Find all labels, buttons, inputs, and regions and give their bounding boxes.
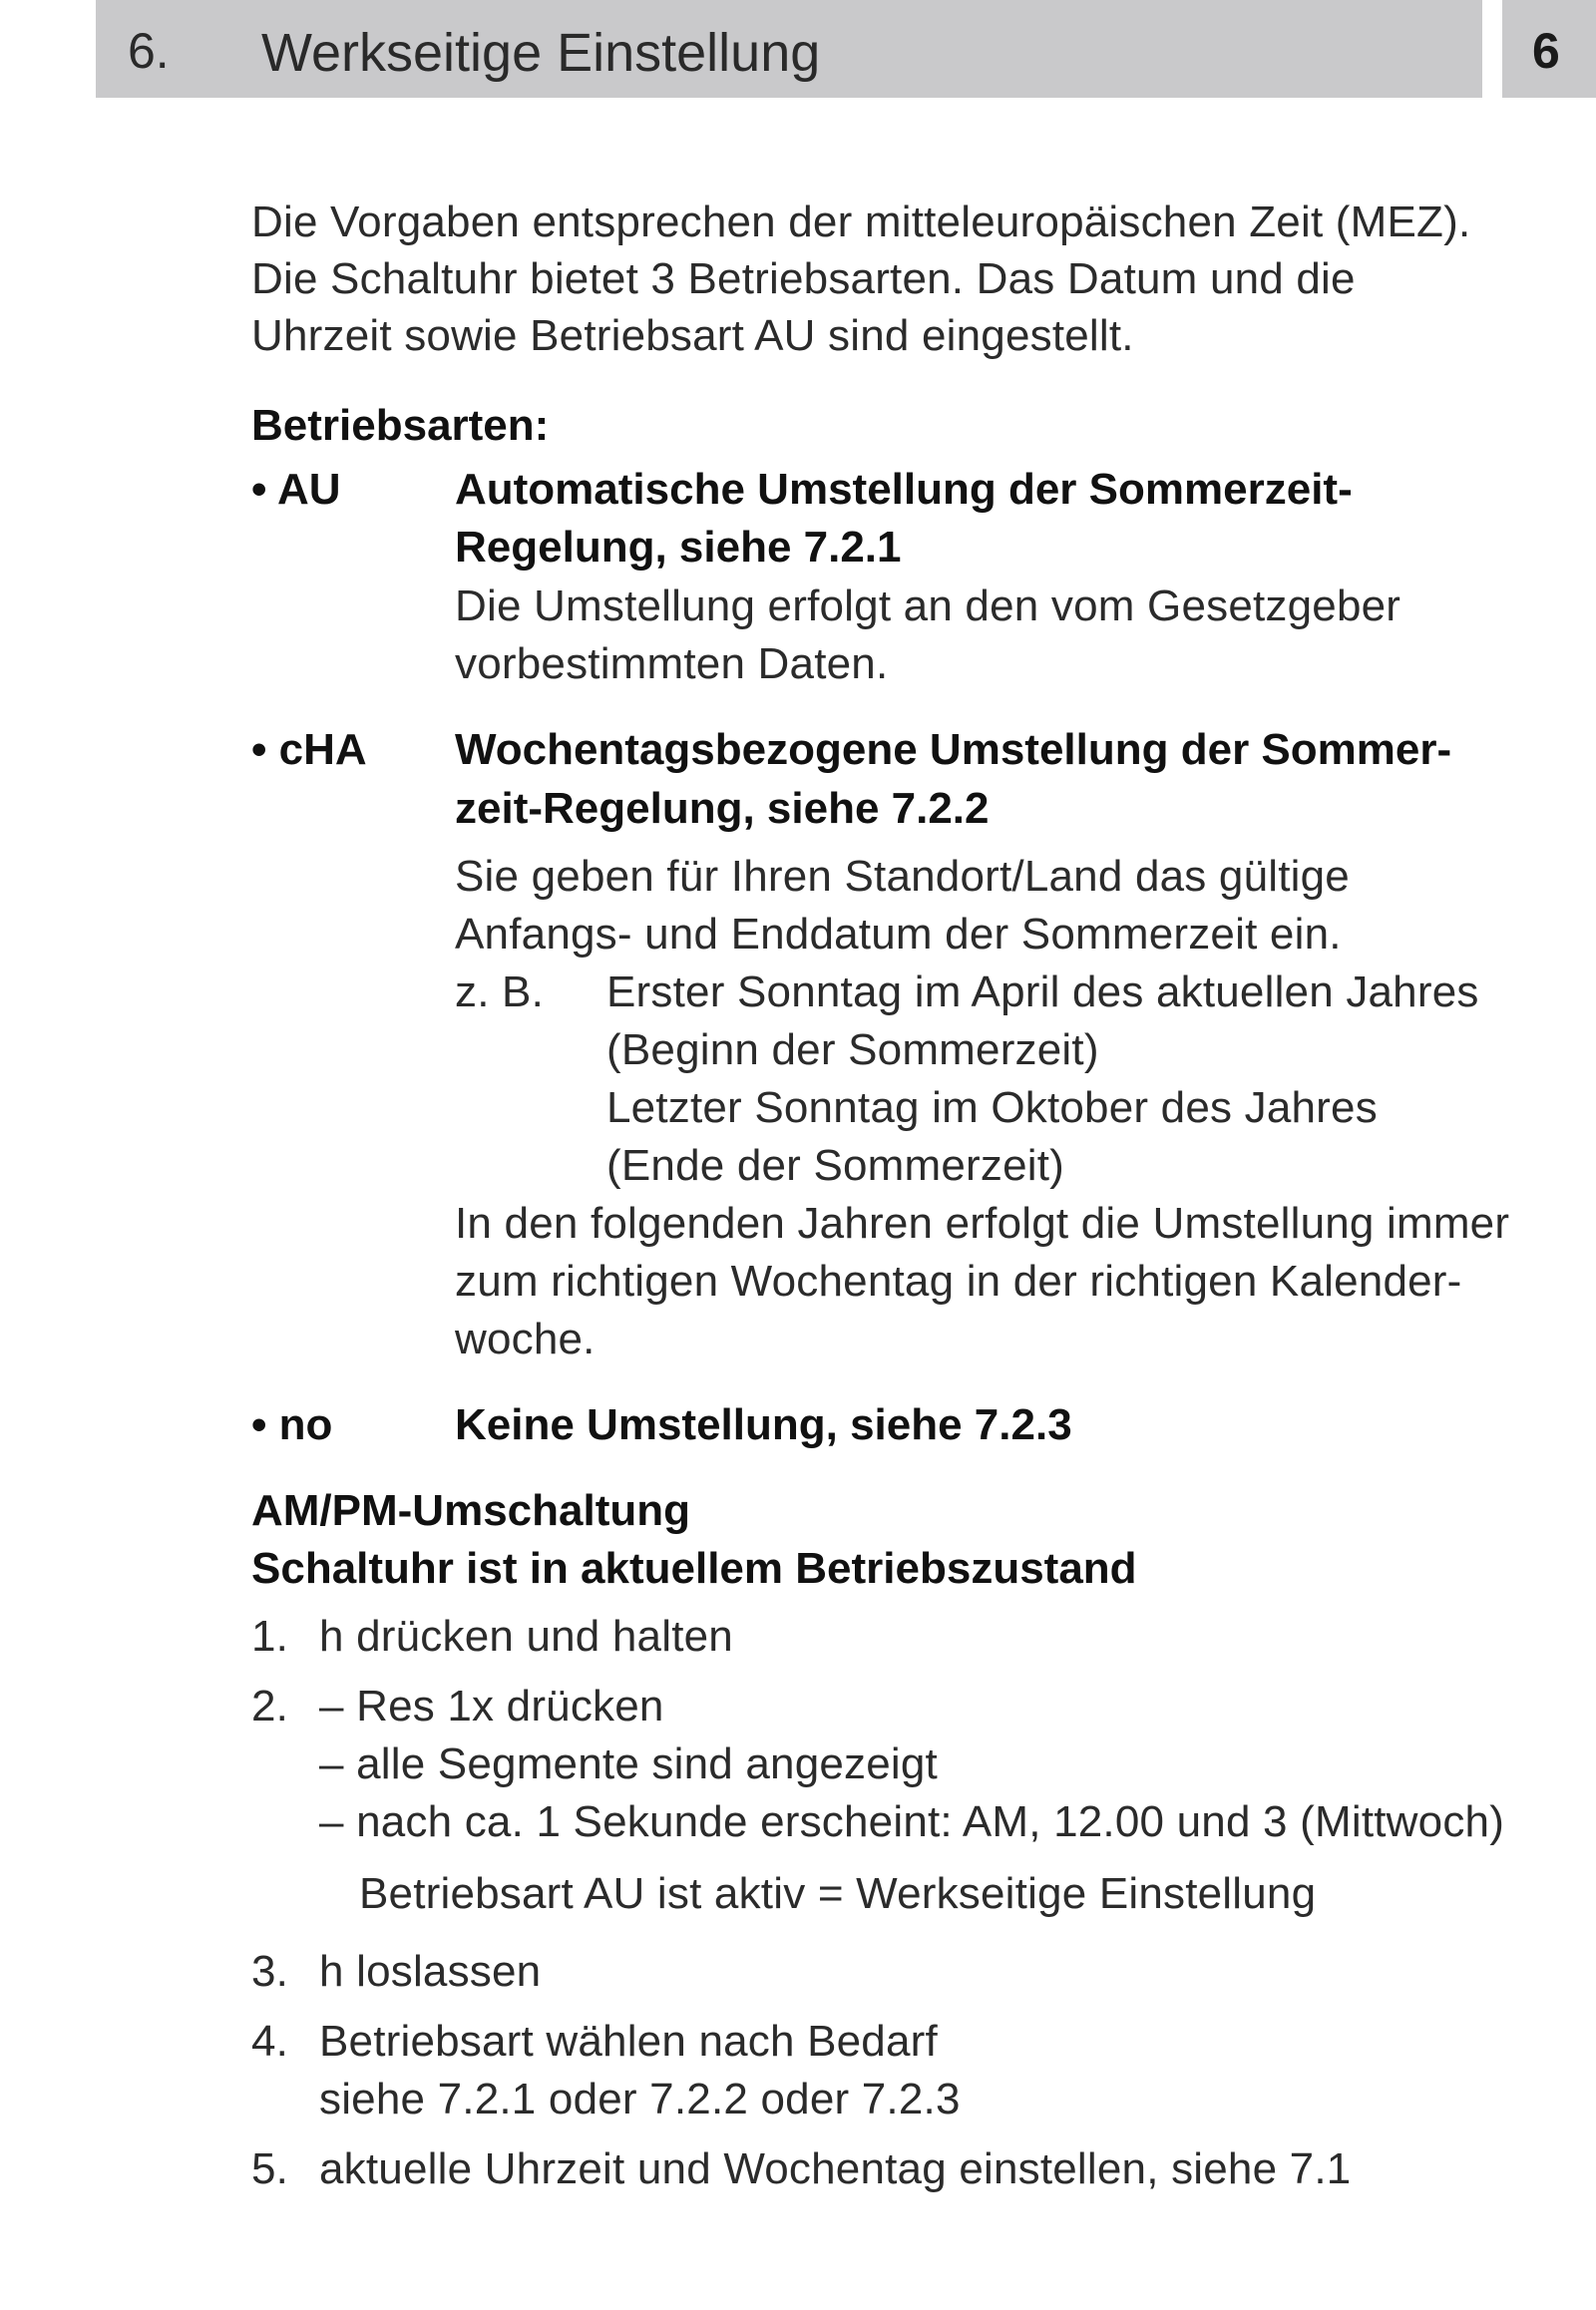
mode-title-au: Automatische Umstellung der Sommerzeit- (455, 465, 1353, 514)
mode-desc-cha: Sie geben für Ihren Standort/Land das gültige (455, 852, 1350, 901)
step-text: aktuelle Uhrzeit und Wochentag einstellen, siehe 7.1 (319, 2144, 1352, 2193)
example-label: z. B. (455, 967, 545, 1016)
page-tab (1502, 0, 1596, 98)
step-text: – Res 1x drücken (319, 1682, 664, 1731)
step-number: 5. (251, 2144, 289, 2193)
step-result: Betriebsart AU ist aktiv = Werkseitige Einstellung (359, 1869, 1317, 1918)
page-tab-number: 6 (1532, 23, 1560, 79)
chapter-number: 6. (128, 23, 170, 79)
mode-title-au: Regelung, siehe 7.2.1 (455, 523, 902, 572)
step-number: 3. (251, 1947, 289, 1996)
example-line: (Ende der Sommerzeit) (606, 1141, 1065, 1190)
intro-line: Uhrzeit sowie Betriebsart AU sind eingestellt. (251, 311, 1134, 360)
example-line: Letzter Sonntag im Oktober des Jahres (606, 1083, 1378, 1132)
step-text: Betriebsart wählen nach Bedarf (319, 2017, 938, 2066)
mode-code-no: • no (251, 1400, 333, 1449)
step-number: 1. (251, 1612, 289, 1661)
mode-desc-cha: Anfangs- und Enddatum der Sommerzeit ein. (455, 910, 1342, 959)
step-text: h loslassen (319, 1947, 542, 1996)
intro-line: Die Vorgaben entsprechen der mitteleuropäischen Zeit (MEZ). (251, 197, 1471, 246)
mode-note-cha: woche. (455, 1315, 596, 1363)
ampm-heading: AM/PM-Umschaltung (251, 1486, 690, 1535)
mode-code-au: • AU (251, 465, 341, 514)
example-line: Erster Sonntag im April des aktuellen Jahres (606, 967, 1479, 1016)
example-line: (Beginn der Sommerzeit) (606, 1025, 1099, 1074)
chapter-title: Werkseitige Einstellung (261, 23, 821, 83)
mode-note-cha: In den folgenden Jahren erfolgt die Umstellung immer (455, 1199, 1510, 1248)
step-text: siehe 7.2.1 oder 7.2.2 oder 7.2.3 (319, 2075, 961, 2123)
mode-title-cha: zeit-Regelung, siehe 7.2.2 (455, 784, 990, 833)
ampm-subheading: Schaltuhr ist in aktuellem Betriebszustand (251, 1544, 1137, 1593)
mode-title-cha: Wochentagsbezogene Umstellung der Sommer- (455, 725, 1452, 774)
mode-desc-au: Die Umstellung erfolgt an den vom Gesetzgeber (455, 581, 1401, 630)
mode-desc-au: vorbestimmten Daten. (455, 639, 889, 688)
step-number: 2. (251, 1682, 289, 1731)
mode-note-cha: zum richtigen Wochentag in der richtigen Kalender- (455, 1257, 1462, 1306)
step-text: – nach ca. 1 Sekunde erscheint: AM, 12.00 und 3 (Mittwoch) (319, 1797, 1505, 1846)
mode-code-cha: • cHA (251, 725, 367, 774)
modes-heading: Betriebsarten: (251, 401, 550, 450)
intro-line: Die Schaltuhr bietet 3 Betriebsarten. Das Datum und die (251, 254, 1356, 303)
step-text: – alle Segmente sind angezeigt (319, 1739, 938, 1788)
step-text: h drücken und halten (319, 1612, 733, 1661)
mode-title-no: Keine Umstellung, siehe 7.2.3 (455, 1400, 1072, 1449)
step-number: 4. (251, 2017, 289, 2066)
